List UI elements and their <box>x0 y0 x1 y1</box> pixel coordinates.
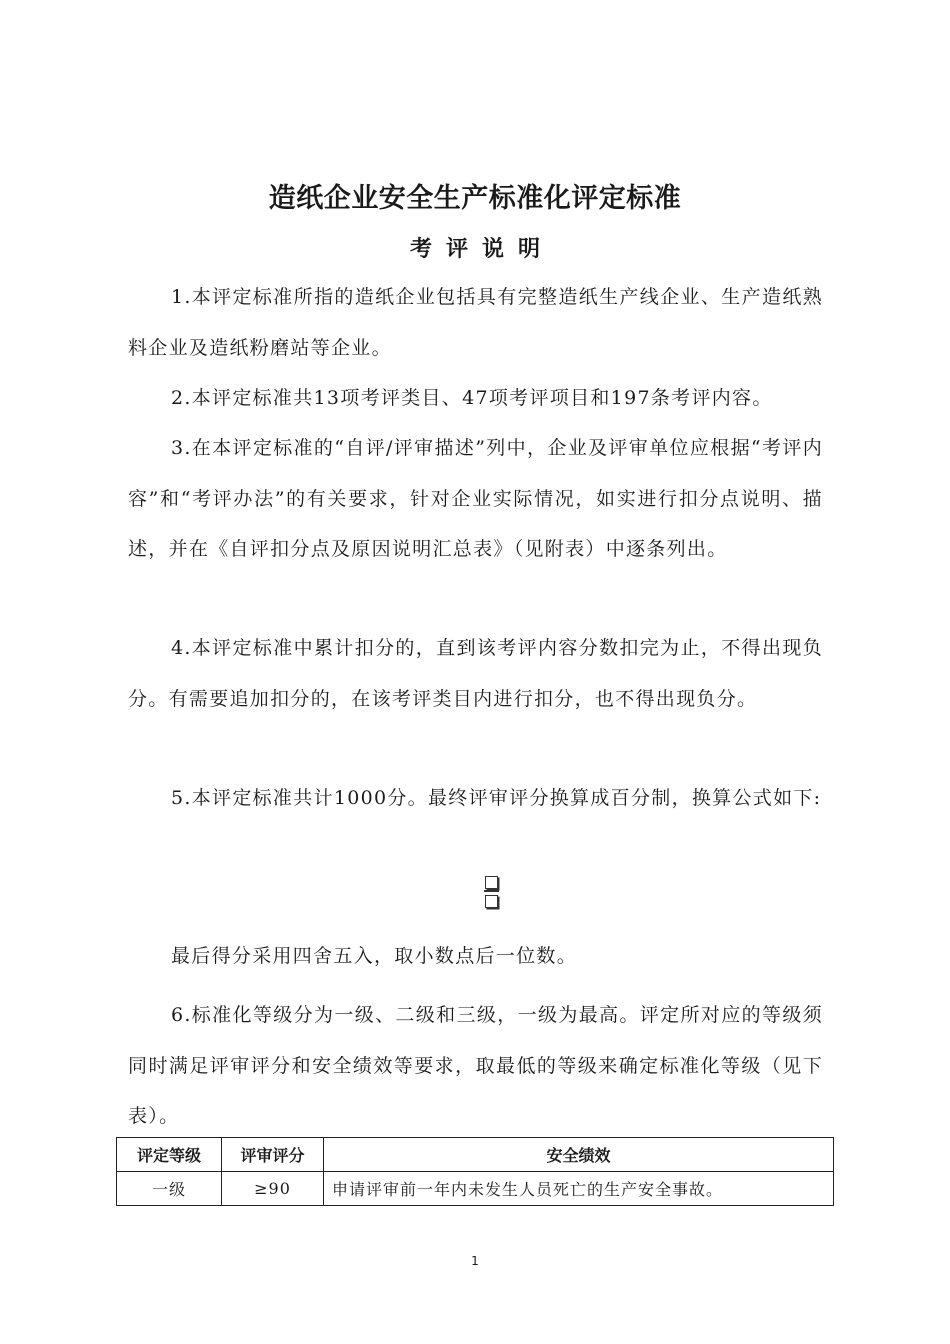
paragraph-3: 3.在本评定标准的“自评/评审描述”列中，企业及评审单位应根据“考评内容”和“考评办法”的有关要求，针对企业实际情况，如实进行扣分点说明、描述，并在《自评扣分点及原因说明汇总表》（见附表）中逐条列出。 <box>128 437 823 560</box>
paragraph-2: 2.本评定标准共13项考评类目、47项考评项目和197条考评内容。 <box>171 387 773 409</box>
paragraph-1: 1.本评定标准所指的造纸企业包括具有完整造纸生产线企业、生产造纸熟料企业及造纸粉磨站等企业。 <box>128 286 823 359</box>
page-number: 1 <box>471 1254 479 1268</box>
header-grade-level: 评定等级 <box>117 1138 222 1172</box>
denominator-placeholder-icon <box>485 895 498 908</box>
paragraph-5: 5.本评定标准共计1000分。最终评审评分换算成百分制，换算公式如下: <box>171 787 822 809</box>
cell-safety-performance: 申请评审前一年内未发生人员死亡的生产安全事故。 <box>324 1172 834 1206</box>
paragraph-4: 4.本评定标准中累计扣分的，直到该考评内容分数扣完为止，不得出现负分。有需要追加扣分的，在该考评类目内进行扣分，也不得出现负分。 <box>128 637 823 710</box>
paragraph-6: 6.标准化等级分为一级、二级和三级，一级为最高。评定所对应的等级须同时满足评审评分和安全绩效等要求，取最低的等级来确定标准化等级（见下表）。 <box>128 1004 823 1127</box>
cell-review-score: ≥90 <box>222 1172 324 1206</box>
header-review-score: 评审评分 <box>222 1138 324 1172</box>
cell-grade-level: 一级 <box>117 1172 222 1206</box>
header-safety-performance: 安全绩效 <box>324 1138 834 1172</box>
table-header-row <box>117 1138 834 1172</box>
grade-table <box>116 1137 834 1206</box>
rounding-note: 最后得分采用四舍五入，取小数点后一位数。 <box>171 945 578 967</box>
section-subtitle: 考评说明 <box>409 237 554 262</box>
fraction-bar <box>484 890 499 892</box>
document-title: 造纸企业安全生产标准化评定标准 <box>268 183 682 214</box>
numerator-placeholder-icon <box>485 876 498 889</box>
table-row <box>117 1172 834 1206</box>
fraction-placeholder-icon <box>484 874 500 910</box>
